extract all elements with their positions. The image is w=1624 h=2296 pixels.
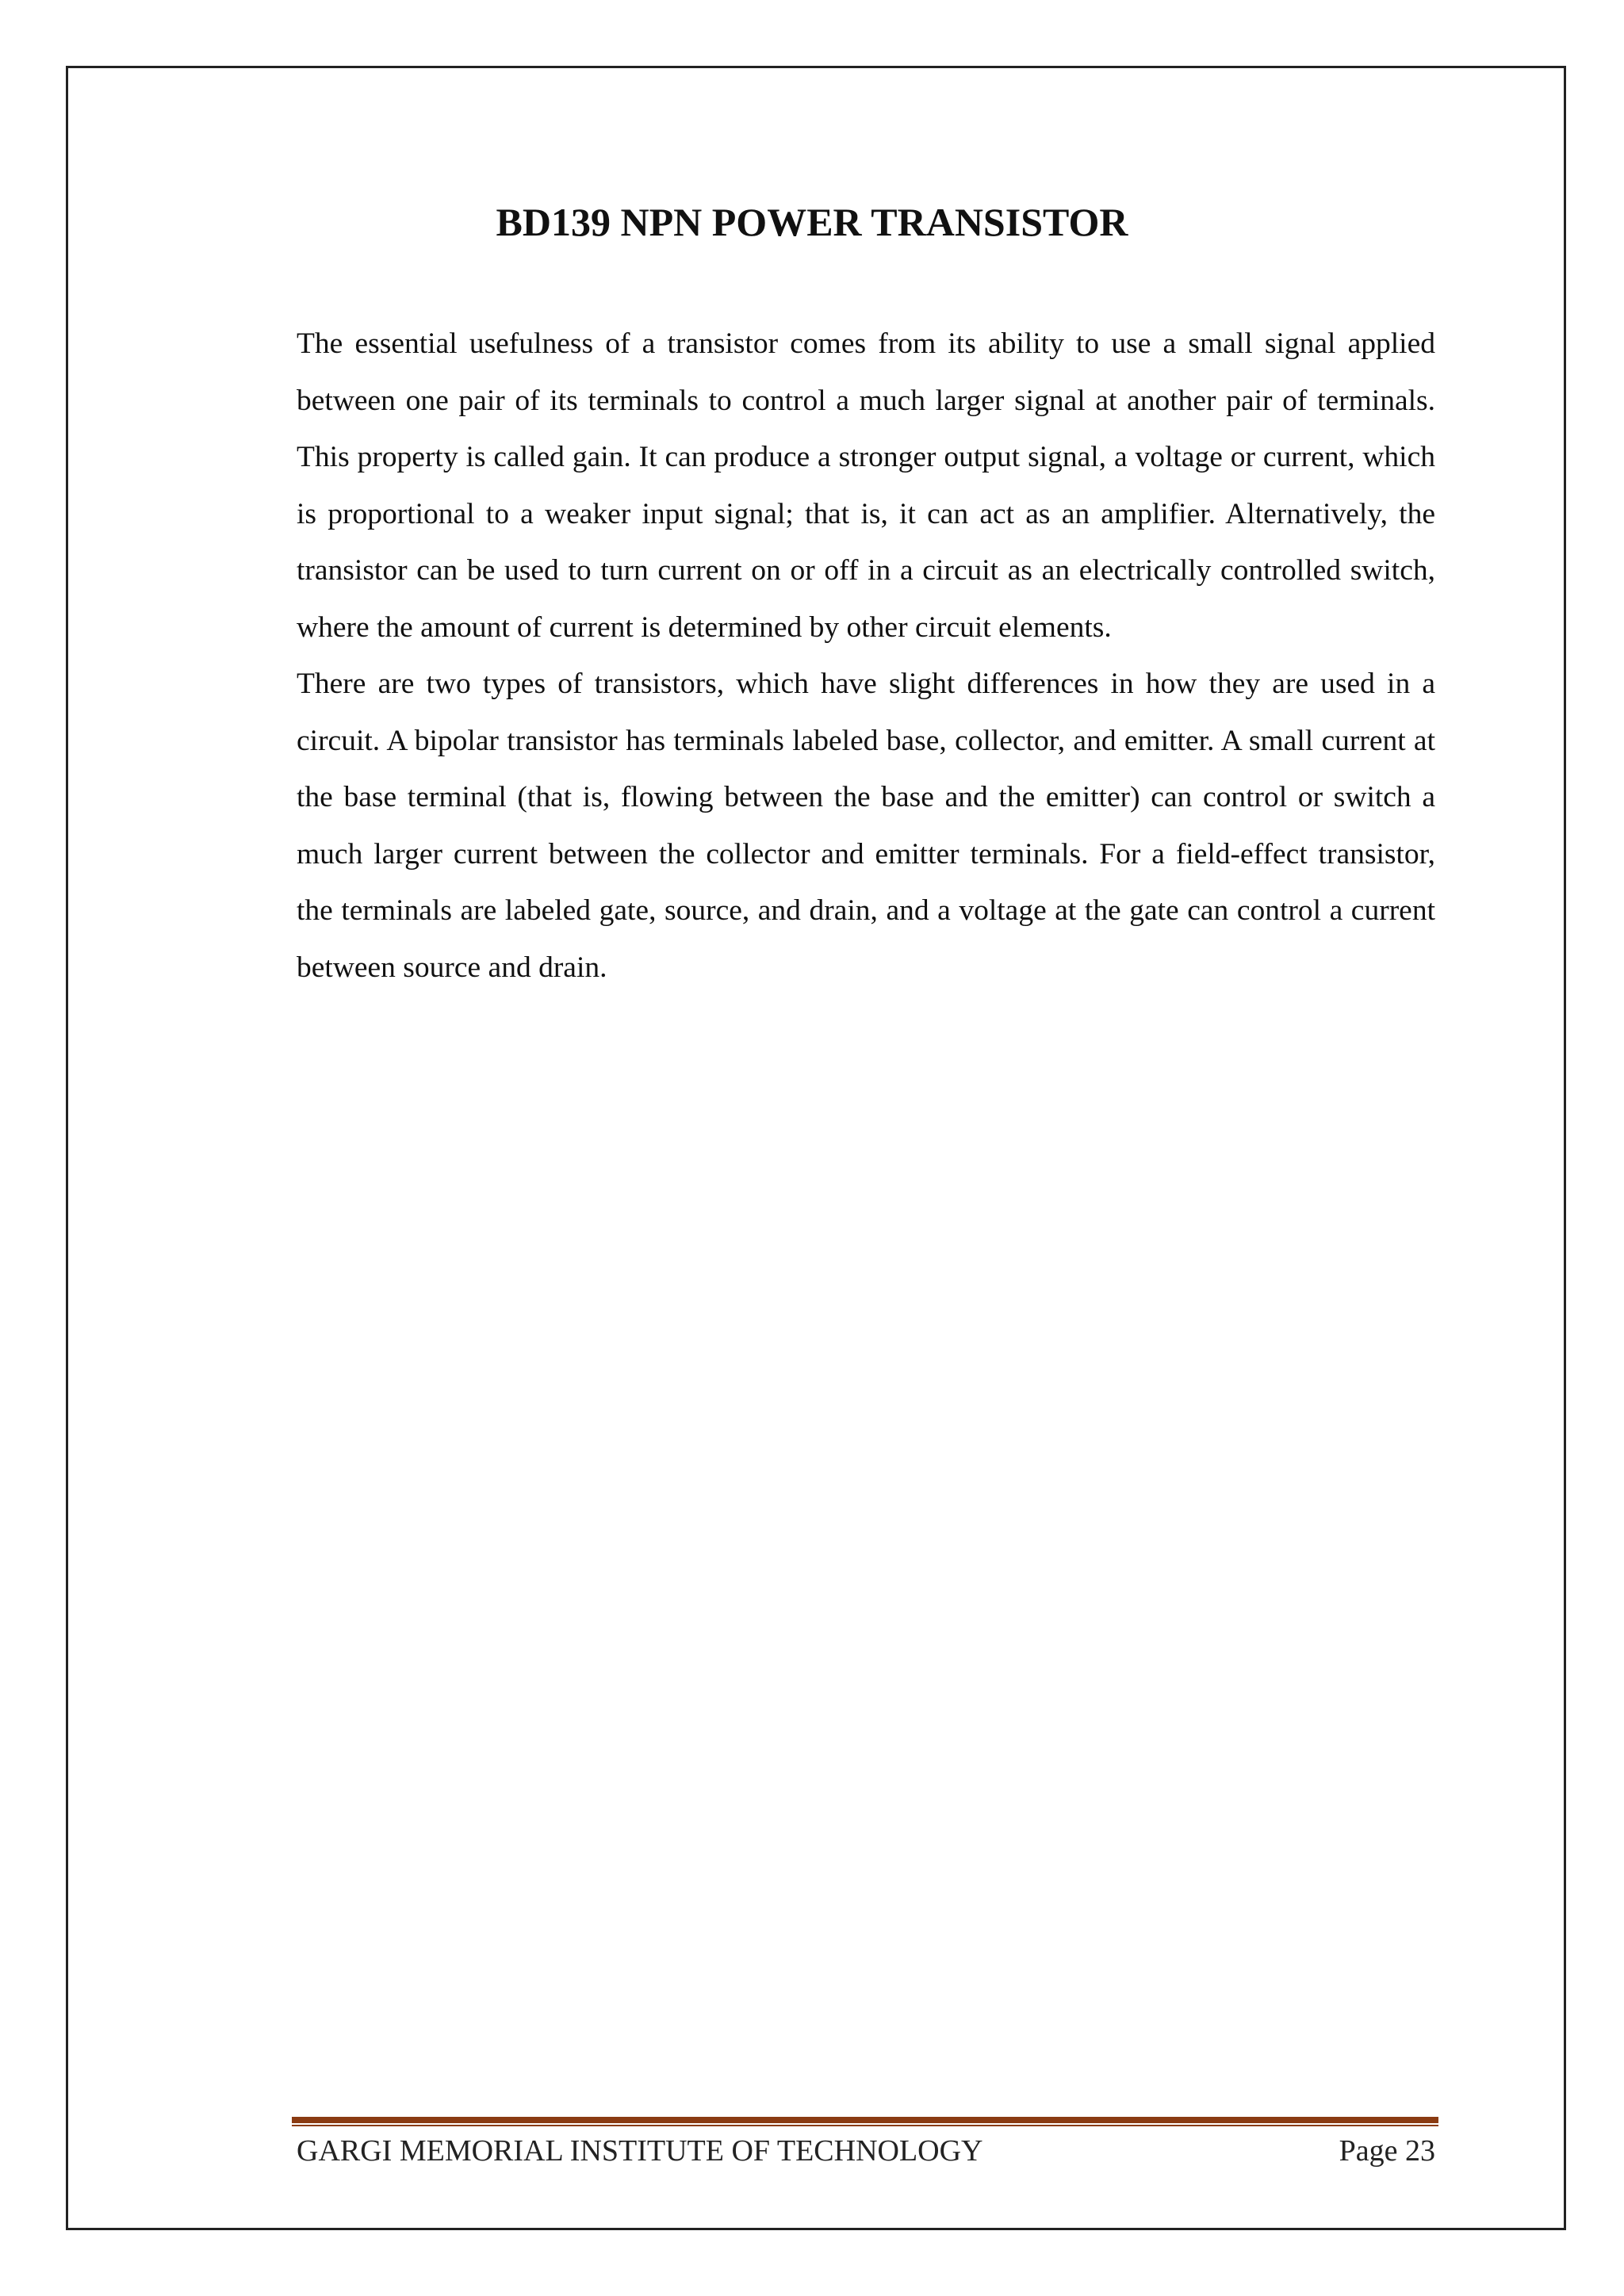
paragraph-transistor-types: There are two types of transistors, which have slight differences in how they are used in a circuit. A bipolar transistor has terminals labeled base, collector, and emitter. A small current at the base terminal (that is, flowing between the base and the emitter) can control or switch a much larger current between the collector and emitter terminals. For a field-effect transistor, the terminals are labeled gate, source, and drain, and a voltage at the gate can control a current between source and drain. [297, 668, 1435, 984]
paragraph-gain: The essential usefulness of a transistor comes from its ability to use a small signal applied between one pair of its terminals to control a much larger signal at another pair of terminals. This property is called gain. It can produce a stronger output signal, a voltage or current, which is proportional to a weaker input signal; that is, it can act as an amplifier. Alternatively, the transistor can be used to turn current on or off in a circuit as an electrically controlled switch, where the amount of current is determined by other circuit elements. [297, 327, 1435, 644]
footer-page-number: Page 23 [1339, 2134, 1435, 2168]
footer-rule-thin [292, 2125, 1438, 2126]
footer-rule-thick [292, 2117, 1438, 2123]
footer-rule [292, 2117, 1438, 2126]
body-text [297, 316, 1435, 996]
page-title: BD139 NPN POWER TRANSISTOR [496, 200, 1128, 244]
footer-institution: GARGI MEMORIAL INSTITUTE OF TECHNOLOGY [297, 2134, 983, 2168]
